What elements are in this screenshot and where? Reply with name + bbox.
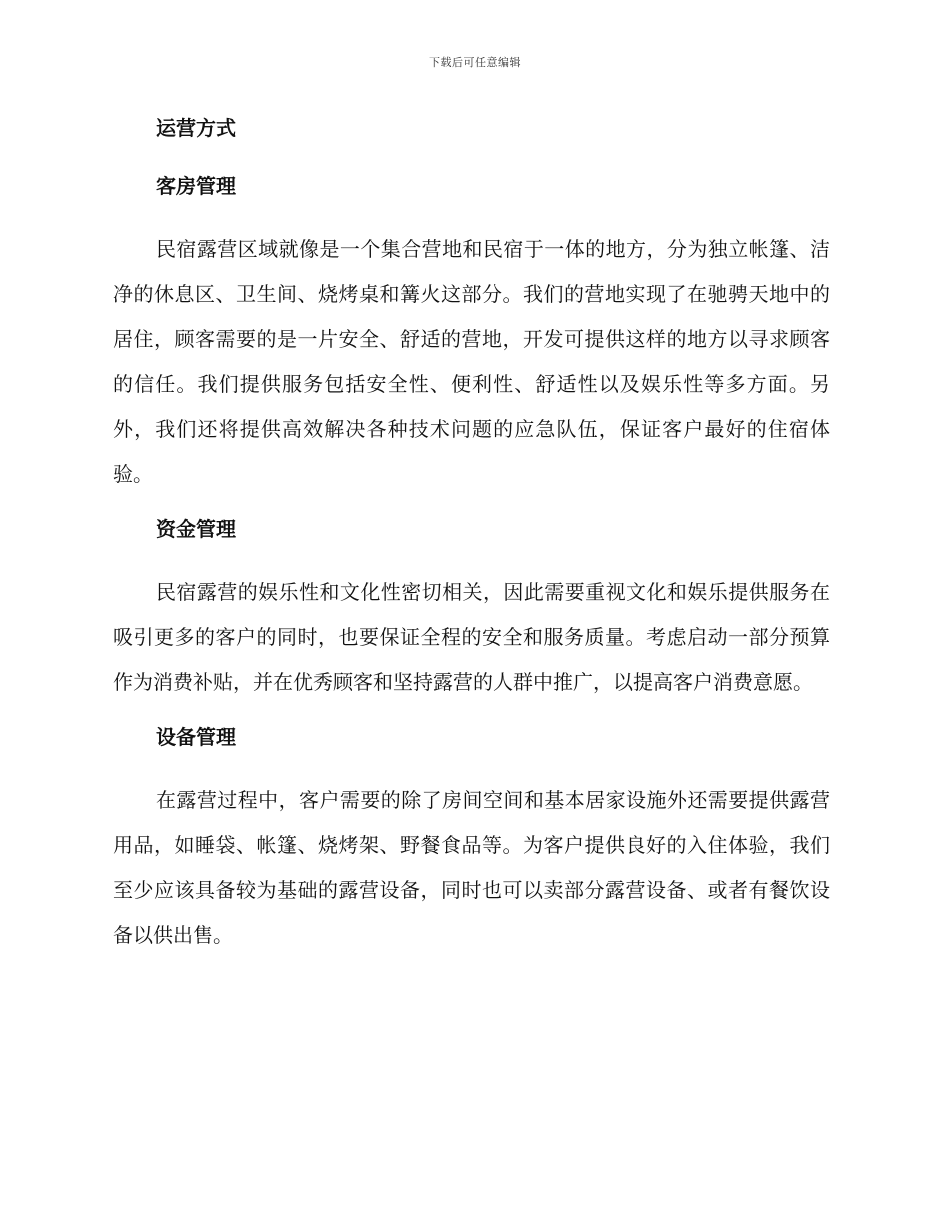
section-heading-room-management: 客房管理 [156,174,236,198]
section-heading-equipment-management: 设备管理 [156,725,236,749]
section-body-room-management: 民宿露营区域就像是一个集合营地和民宿于一体的地方，分为独立帐篷、洁净的休息区、卫生间、烧烤桌和篝火这部分。我们的营地实现了在驰骋天地中的居住，顾客需要的是一片安全、舒适的营地，开发可提供这样的地方以寻求顾客的信任。我们提供服务包括安全性、便利性、舒适性以及娱乐性等多方面。另外，我们还将提供高效解决各种技术问题的应急队伍，保证客户最好的住宿体验。 [113,237,830,486]
page-header-note: 下载后可任意编辑 [429,56,521,69]
section-body-fund-management: 民宿露营的娱乐性和文化性密切相关，因此需要重视文化和娱乐提供服务在吸引更多的客户的同时，也要保证全程的安全和服务质量。考虑启动一部分预算作为消费补贴，并在优秀顾客和坚持露营的人群中推广，以提高客户消费意愿。 [113,580,830,694]
document-title: 运营方式 [156,116,236,140]
document-body [113,111,830,958]
section-heading-fund-management: 资金管理 [156,517,236,541]
section-body-equipment-management: 在露营过程中，客户需要的除了房间空间和基本居家设施外还需要提供露营用品，如睡袋、帐篷、烧烤架、野餐食品等。为客户提供良好的入住体验，我们至少应该具备较为基础的露营设备，同时也可以卖部分露营设备、或者有餐饮设备以供出售。 [113,788,830,947]
